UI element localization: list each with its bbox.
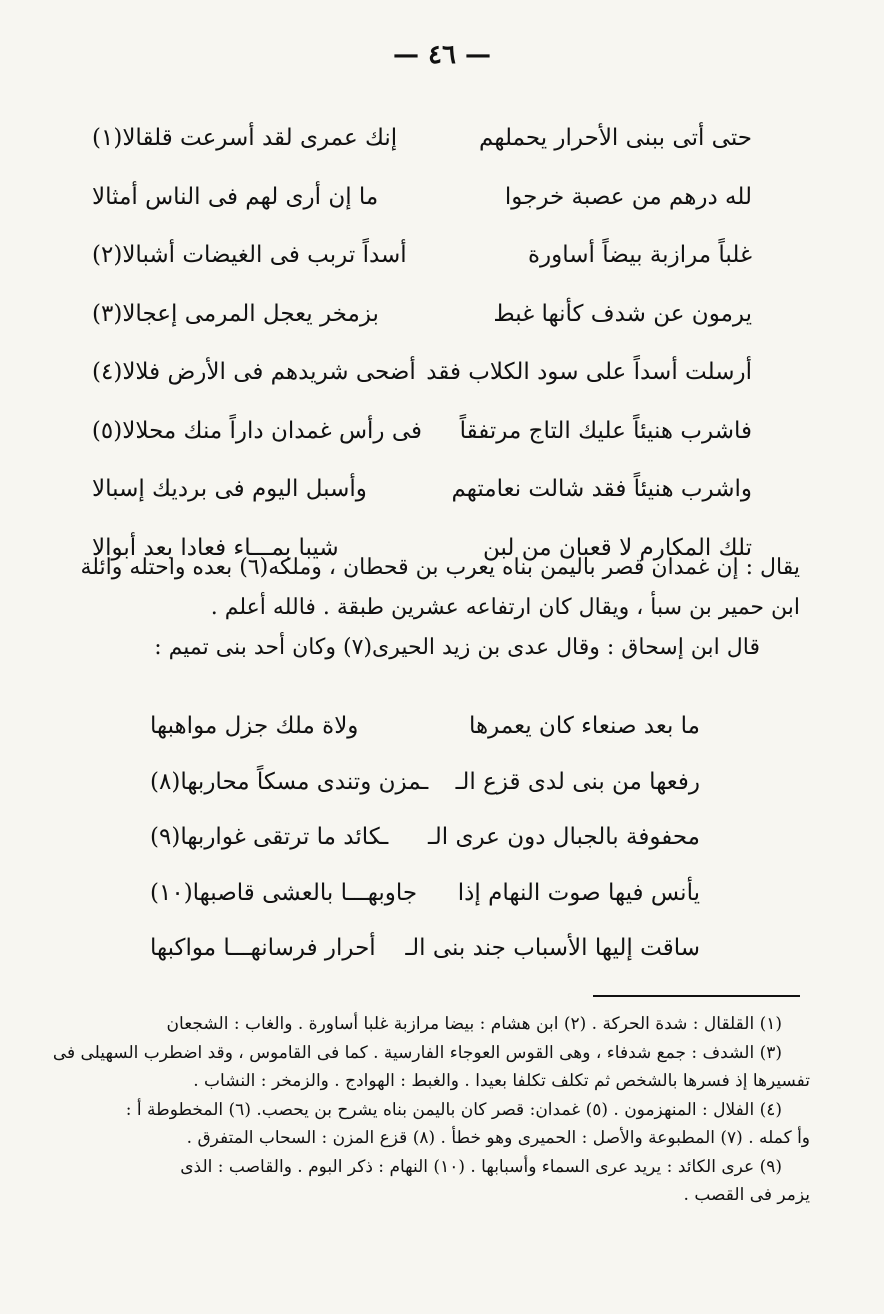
footnote-line: يزمر فى القصب . — [683, 1185, 810, 1205]
verse-line — [0, 928, 884, 968]
footnote-line: (٤) الفلال : المنهزمون . (٥) غمدان: قصر كان باليمن بناه يشرح بن يحصب. (٦) المخطوطة أ : — [125, 1099, 782, 1120]
verse-line — [0, 294, 884, 334]
verse-first-hemistich: فاشرب هنيئاً عليك التاج مرتفقاً — [459, 417, 752, 444]
verse-second-hemistich: أضحى شريدهم فى الأرض فلالا(٤) — [92, 359, 416, 385]
verse-second-hemistich: ما إن أرى لهم فى الناس أمثالا — [92, 183, 379, 210]
verse-second-hemistich: ـمزن وتندى مسكاً محاربها(٨) — [150, 768, 429, 795]
verse-second-hemistich: ولاة ملك جزل مواهبها — [150, 713, 359, 739]
verse-line — [0, 873, 884, 913]
verse-line — [0, 235, 884, 275]
verse-line — [0, 352, 884, 392]
verse-first-hemistich: غلباً مرازبة بيضاً أساورة — [528, 242, 752, 268]
verse-first-hemistich: حتى أتى ببنى الأحرار يحملهم — [479, 125, 752, 151]
prose-line: يقال : إن غمدان قصر باليمن بناه يعرب بن قحطان ، وملكه(٦) بعده واحتله وائلة — [80, 555, 800, 580]
footnote-rule — [593, 995, 800, 997]
verse-second-hemistich: أسداً تربب فى الغيضات أشبالا(٢) — [92, 242, 407, 268]
verse-first-hemistich: لله درهم من عصبة خرجوا — [504, 183, 752, 210]
verse-second-hemistich: أحرار فرسانهـــا مواكبها — [150, 935, 376, 961]
footnotes — [50, 1010, 810, 1210]
footnote-line: تفسيرها إذ فسرها بالشخص ثم تكلف تكلفا بعيدا . والغبط : الهوادج . والزمخر : النشاب . — [193, 1071, 810, 1091]
verse-line — [0, 118, 884, 158]
verse-line — [0, 469, 884, 509]
prose-line: قال ابن إسحاق : وقال عدى بن زيد الحيرى(٧) وكان أحد بنى تميم : — [154, 635, 760, 660]
verse-line — [0, 817, 884, 857]
verse-second-hemistich: شيبا بمـــاء فعادا بعد أبوالا — [92, 534, 339, 561]
footnote-line: (٣) الشدف : جمع شدفاء ، وهى القوس العوجاء الفارسية . كما فى القاموس ، وقد اضطرب السهيلى فى — [52, 1042, 782, 1063]
verse-first-hemistich: رفعها من بنى لدى قزع الـ — [455, 768, 700, 795]
verse-first-hemistich: ساقت إليها الأسباب جند بنى الـ — [405, 935, 700, 961]
verse-second-hemistich: ـكائد ما ترتقى غواربها(٩) — [150, 824, 389, 850]
prose-line: ابن حمير بن سبأ ، ويقال كان ارتفاعه عشرين طبقة . فالله أعلم . — [210, 595, 800, 620]
verse-first-hemistich: واشرب هنيئاً فقد شالت نعامتهم — [451, 476, 752, 502]
footnote-line: (٩) عرى الكائد : يريد عرى السماء وأسبابها . (١٠) النهام : ذكر البوم . والقاصب : الذى — [180, 1156, 782, 1177]
footnote-line: (١) القلقال : شدة الحركة . (٢) ابن هشام : بيضا مرازبة غلبا أساورة . والغاب : الشجعان — [166, 1014, 782, 1034]
verse-first-hemistich: يرمون عن شدف كأنها غبط — [493, 300, 752, 327]
verse-first-hemistich: ما بعد صنعاء كان يعمرها — [469, 713, 700, 739]
verse-second-hemistich: بزمخر يعجل المرمى إعجالا(٣) — [92, 300, 379, 327]
verse-first-hemistich: تلك المكارم لا قعبان من لبن — [482, 534, 752, 561]
verse-second-hemistich: فى رأس غمدان داراً منك محلالا(٥) — [91, 417, 422, 444]
footnote-line: وأ كمله . (٧) المطبوعة والأصل : الحميرى وهو خطأ . (٨) قزع المزن : السحاب المتفرق . — [186, 1128, 810, 1148]
verse-second-hemistich: إنك عمرى لقد أسرعت قلقالا(١) — [92, 125, 398, 151]
prose-block — [80, 548, 800, 668]
verse-line — [0, 177, 884, 217]
verse-line — [0, 411, 884, 451]
verse-first-hemistich: يأنس فيها صوت النهام إذا — [457, 879, 700, 906]
page-number: — ٤٦ — — [392, 40, 492, 70]
verse-second-hemistich: جاوبهـــا بالعشى قاصبها(١٠) — [150, 879, 418, 906]
verse-first-hemistich: أرسلت أسداً على سود الكلاب فقد — [426, 359, 752, 385]
verse-line — [0, 762, 884, 802]
verse-first-hemistich: محفوفة بالجبال دون عرى الـ — [428, 824, 700, 850]
verse-second-hemistich: وأسبل اليوم فى برديك إسبالا — [92, 476, 367, 502]
verse-line — [0, 706, 884, 746]
